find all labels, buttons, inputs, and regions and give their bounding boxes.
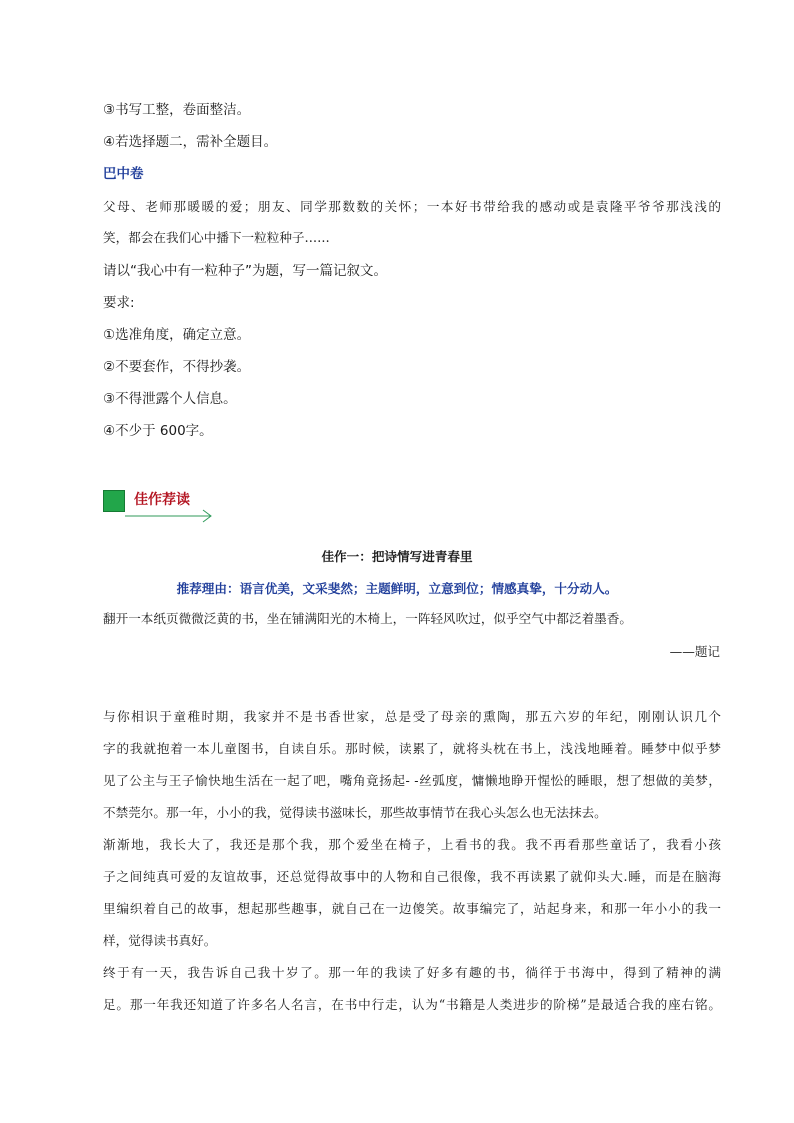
essay-line-7: 里编织着自己的故事，想起那些趣事，就自己在一边傻笑。故事编完了，站起身来，和那一年小小的我一 xyxy=(103,901,721,916)
essay-line-10: 足。那一年我还知道了许多名人名言，在书中行走，认为“书籍是人类进步的阶梯”是最适合我的座右铭。 xyxy=(103,997,721,1012)
section-title: 佳作荐读 xyxy=(134,492,190,508)
essay-line-6: 子之间纯真可爱的友谊故事，还总觉得故事中的人物和自己很像，我不再读累了就仰头大.睡，而是在脑海 xyxy=(103,869,721,884)
prompt-line-2: 笑，都会在我们心中播下一粒粒种子…… xyxy=(103,230,330,245)
essay-line-4: 不禁莞尔。那一年，小小的我，觉得读书滋味长，那些故事情节在我心头怎么也无法抹去。 xyxy=(103,805,607,820)
epigraph: 翻开一本纸页微微泛黄的书，坐在铺满阳光的木椅上，一阵轻风吹过，似乎空气中都泛着墨香。 xyxy=(103,611,632,626)
recommend-reason: 推荐理由：语言优美，文采斐然；主题鲜明，立意到位；情感真挚，十分动人。 xyxy=(176,581,618,596)
essay-line-2: 字的我就抱着一本儿童图书，自读自乐。那时候，读累了，就将头枕在书上，浅浅地睡着。睡梦中似乎梦 xyxy=(103,741,721,756)
requirements-label: 要求: xyxy=(103,295,135,311)
bazhong-requirement-4: ④不少于 600字。 xyxy=(103,423,213,439)
bazhong-heading: 巴中卷 xyxy=(103,166,144,182)
essay-line-8: 样，觉得读书真好。 xyxy=(103,933,217,948)
prompt-line-1: 父母、老师那暖暖的爱；朋友、同学那数数的关怀；一本好书带给我的感动或是袁隆平爷爷那浅浅的 xyxy=(103,199,721,214)
essay-title: 佳作一：把诗情写进青春里 xyxy=(321,549,473,564)
essay-line-1: 与你相识于童稚时期，我家并不是书香世家，总是受了母亲的熏陶，那五六岁的年纪，刚刚认识几个 xyxy=(103,709,721,724)
requirement-3: ③书写工整，卷面整洁。 xyxy=(103,102,251,118)
essay-line-3: 见了公主与王子愉快地生活在一起了吧，嘴角竟扬起- -丝弧度，慵懒地睁开惺忪的睡眼，想了想做的美梦， xyxy=(103,773,721,788)
bazhong-requirement-2: ②不要套作，不得抄袭。 xyxy=(103,359,251,375)
epigraph-tag: ——题记 xyxy=(669,644,720,659)
bazhong-requirement-3: ③不得泄露个人信息。 xyxy=(103,391,237,407)
bazhong-requirement-1: ①选准角度，确定立意。 xyxy=(103,327,251,343)
section-header xyxy=(103,490,218,524)
essay-line-5: 渐渐地，我长大了，我还是那个我，那个爱坐在椅子，上看书的我。我不再看那些童话了，我看小孩 xyxy=(103,837,721,852)
essay-line-9: 终于有一天，我告诉自己我十岁了。那一年的我读了好多有趣的书，徜徉于书海中，得到了精神的满 xyxy=(103,965,721,980)
requirement-4: ④若选择题二，需补全题目。 xyxy=(103,134,278,150)
task-statement: 请以“我心中有一粒种子”为题，写一篇记叙文。 xyxy=(103,263,387,279)
